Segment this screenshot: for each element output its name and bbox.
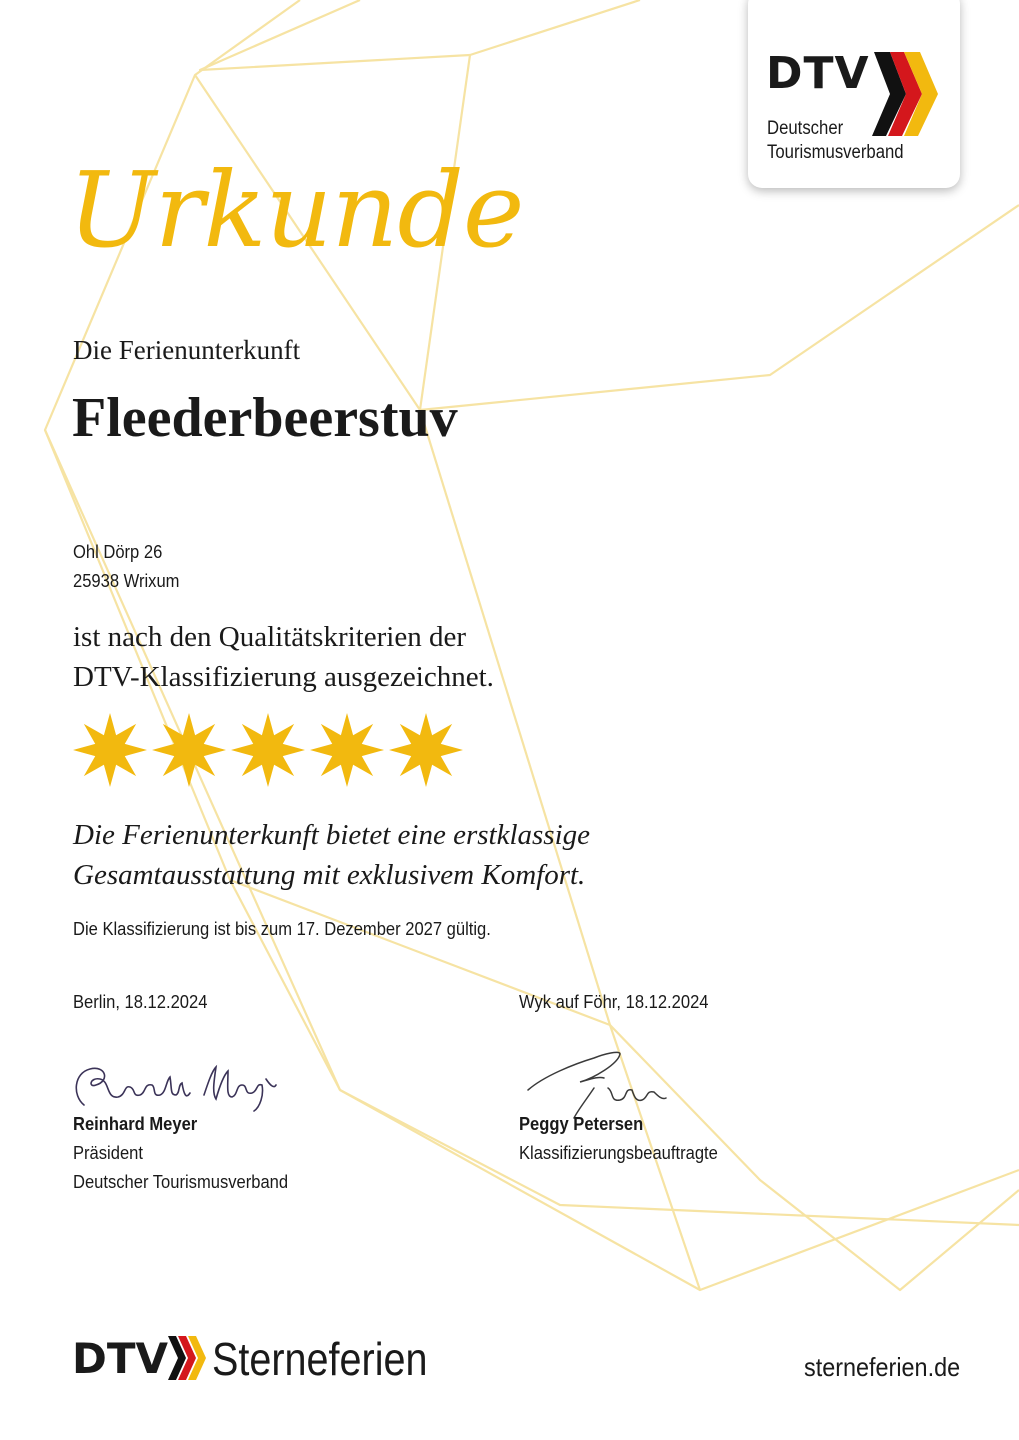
star-icon xyxy=(73,713,147,787)
footer-brand-name: Sterneferien xyxy=(212,1333,428,1385)
place-date-right: Wyk auf Föhr, 18.12.2024 xyxy=(519,992,709,1012)
star-icon xyxy=(310,713,384,787)
logo-line-deutscher: Deutscher xyxy=(767,118,844,139)
certificate-title: Urkunde xyxy=(68,149,524,271)
star-icon xyxy=(152,713,226,787)
signatory-right xyxy=(519,1110,718,1168)
footer-website-url: sterneferien.de xyxy=(804,1352,961,1382)
accommodation-intro: Die Ferienunterkunft xyxy=(73,335,301,365)
star-icon xyxy=(231,713,305,787)
handwritten-signature-left xyxy=(66,1055,286,1115)
logo-line-tourismusverband: Tourismusverband xyxy=(767,142,904,163)
german-flag-chevrons-icon xyxy=(870,52,940,142)
accommodation-name: Fleederbeerstuv xyxy=(72,387,458,449)
star-icon xyxy=(389,713,463,787)
signatory-left-role: Präsident xyxy=(73,1143,143,1163)
signatory-left xyxy=(73,1110,288,1197)
validity-note: Die Klassifizierung ist bis zum 17. Dezember 2027 gültig. xyxy=(73,919,491,939)
star-rating xyxy=(70,710,465,795)
criteria-statement xyxy=(73,617,494,697)
footer-flag-chevrons-icon xyxy=(166,1336,208,1380)
description-line-2: Gesamtausstattung mit exklusivem Komfort. xyxy=(73,859,586,891)
criteria-line-1: ist nach den Qualitätskriterien der xyxy=(73,621,466,653)
criteria-line-2: DTV-Klassifizierung ausgezeichnet. xyxy=(73,661,494,693)
signatory-left-org: Deutscher Tourismusverband xyxy=(73,1172,289,1192)
place-date-left: Berlin, 18.12.2024 xyxy=(73,992,208,1012)
dtv-logo-card xyxy=(748,0,960,188)
logo-abbreviation: DTV xyxy=(766,48,870,99)
address-street: Ohl Dörp 26 xyxy=(73,542,163,562)
signatory-right-role: Klassifizierungsbeauftragte xyxy=(519,1143,718,1163)
classification-description xyxy=(73,815,590,895)
footer-logo-abbreviation: DTV xyxy=(72,1334,169,1383)
stars-graphic xyxy=(70,710,465,790)
signatory-right-name: Peggy Petersen xyxy=(519,1114,644,1134)
address-city: 25938 Wrixum xyxy=(73,571,180,591)
signatory-left-name: Reinhard Meyer xyxy=(73,1114,198,1134)
description-line-1: Die Ferienunterkunft bietet eine erstklassige xyxy=(73,819,591,851)
